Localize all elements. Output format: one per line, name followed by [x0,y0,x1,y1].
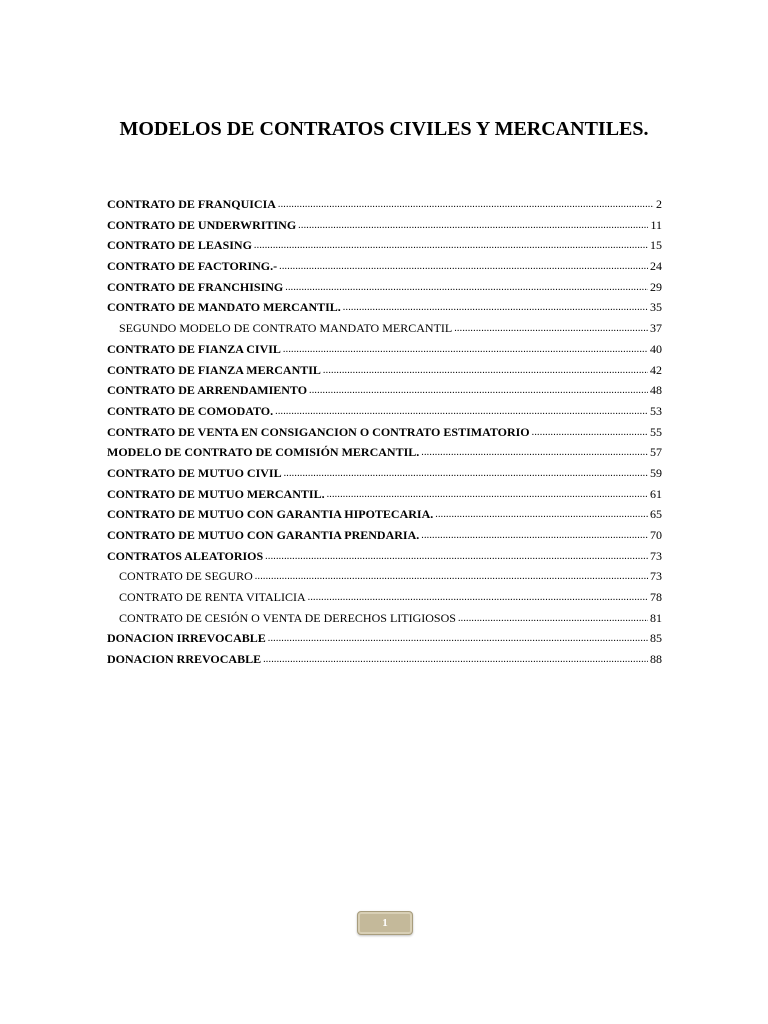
toc-entry-page: 81 [650,610,662,625]
toc-entry[interactable] [107,279,662,300]
toc-entry[interactable] [107,217,662,238]
toc-entry-page: 15 [650,238,662,253]
toc-entry[interactable] [107,362,662,383]
toc-entry[interactable] [107,237,662,258]
toc-leader-dots [343,299,648,311]
toc-entry-label: CONTRATO DE MUTUO CIVIL [107,465,282,480]
toc-entry[interactable] [107,630,662,651]
toc-entry[interactable] [107,610,662,631]
toc-entry-page: 78 [650,590,662,605]
toc-entry-label: CONTRATO DE VENTA EN CONSIGANCION O CONTRATO ESTIMATORIO [107,424,530,439]
toc-entry[interactable] [107,651,662,672]
toc-entry-page: 37 [650,321,662,336]
toc-entry[interactable] [107,444,662,465]
toc-entry[interactable] [107,341,662,362]
toc-entry-label: CONTRATO DE LEASING [107,238,252,253]
toc-entry-page: 85 [650,631,662,646]
toc-entry-page: 59 [650,465,662,480]
toc-leader-dots [278,196,654,208]
toc-leader-dots [454,320,648,332]
toc-leader-dots [263,651,648,663]
toc-entry[interactable] [107,258,662,279]
toc-entry-label: MODELO DE CONTRATO DE COMISIÓN MERCANTIL. [107,445,420,460]
toc-entry[interactable] [107,568,662,589]
toc-leader-dots [254,237,648,249]
toc-leader-dots [279,258,648,270]
toc-leader-dots [421,444,648,456]
toc-entry-label: CONTRATO DE FACTORING.- [107,259,278,274]
toc-entry-label: CONTRATO DE FIANZA MERCANTIL [107,362,321,377]
toc-entry[interactable] [107,486,662,507]
toc-entry-label: CONTRATO DE COMODATO. [107,403,274,418]
toc-entry-label: CONTRATO DE ARRENDAMIENTO [107,383,308,398]
toc-entry[interactable] [107,196,662,217]
toc-entry-label: DONACION RREVOCABLE [107,652,262,667]
toc-entry-page: 2 [656,197,662,211]
toc-entry-page: 29 [650,279,662,294]
toc-entry-label: CONTRATO DE FIANZA CIVIL [107,341,281,356]
toc-entry-label: CONTRATO DE UNDERWRITING [107,217,297,232]
toc-leader-dots [532,424,648,436]
toc-leader-dots [298,217,648,229]
toc-entry-page: 88 [650,652,662,667]
toc-leader-dots [255,568,648,580]
toc-entry[interactable] [107,589,662,610]
toc-entry[interactable] [107,320,662,341]
toc-entry-label: CONTRATO DE FRANCHISING [107,279,284,294]
toc-entry-page: 57 [650,445,662,460]
toc-entry-page: 61 [650,486,662,501]
toc-leader-dots [308,589,648,601]
toc-entry[interactable] [107,506,662,527]
toc-entry[interactable] [107,424,662,445]
toc-leader-dots [275,403,648,415]
toc-entry[interactable] [107,403,662,424]
toc-entry-page: 55 [650,424,662,439]
toc-entry-label: CONTRATO DE MUTUO CON GARANTIA HIPOTECARIA. [107,507,434,522]
toc-leader-dots [283,341,648,353]
toc-entry-page: 73 [650,548,662,563]
toc-entry-page: 65 [650,507,662,522]
table-of-contents [107,196,662,672]
toc-leader-dots [284,465,648,477]
toc-entry-label: CONTRATO DE MUTUO CON GARANTIA PRENDARIA. [107,528,420,542]
toc-leader-dots [285,279,648,291]
toc-entry-label: CONTRATO DE CESIÓN O VENTA DE DERECHOS LITIGIOSOS [119,610,456,625]
toc-entry[interactable] [107,548,662,569]
toc-entry-label: SEGUNDO MODELO DE CONTRATO MANDATO MERCANTIL [119,321,453,336]
toc-leader-dots [309,382,648,394]
toc-entry-page: 35 [650,300,662,315]
toc-entry-label: CONTRATO DE FRANQUICIA [107,197,276,211]
toc-leader-dots [435,506,648,518]
toc-entry-page: 40 [650,341,662,356]
toc-entry-label: DONACION IRREVOCABLE [107,631,266,646]
toc-leader-dots [421,527,648,539]
toc-leader-dots [268,630,648,642]
toc-entry-page: 11 [650,217,662,232]
toc-entry-label: CONTRATO DE MUTUO MERCANTIL. [107,486,325,501]
toc-leader-dots [458,610,648,622]
toc-entry[interactable] [107,465,662,486]
document-title: MODELOS DE CONTRATOS CIVILES Y MERCANTILES. [119,118,649,140]
toc-entry-label: CONTRATO DE MANDATO MERCANTIL. [107,300,341,315]
page-number-badge [357,911,413,935]
toc-entry[interactable] [107,382,662,403]
toc-entry-page: 73 [650,569,662,584]
toc-entry-page: 42 [650,362,662,377]
toc-entry-label: CONTRATO DE RENTA VITALICIA [119,590,306,605]
toc-entry[interactable] [107,527,662,548]
toc-entry-label: CONTRATOS ALEATORIOS [107,548,264,563]
toc-entry-page: 70 [650,528,662,542]
toc-entry[interactable] [107,299,662,320]
page-number: 1 [382,917,388,929]
toc-entry-label: CONTRATO DE SEGURO [119,569,253,584]
toc-leader-dots [323,362,648,374]
toc-entry-page: 24 [650,259,662,274]
toc-entry-page: 53 [650,403,662,418]
toc-leader-dots [327,486,648,498]
toc-entry-page: 48 [650,383,662,398]
toc-leader-dots [265,548,648,560]
